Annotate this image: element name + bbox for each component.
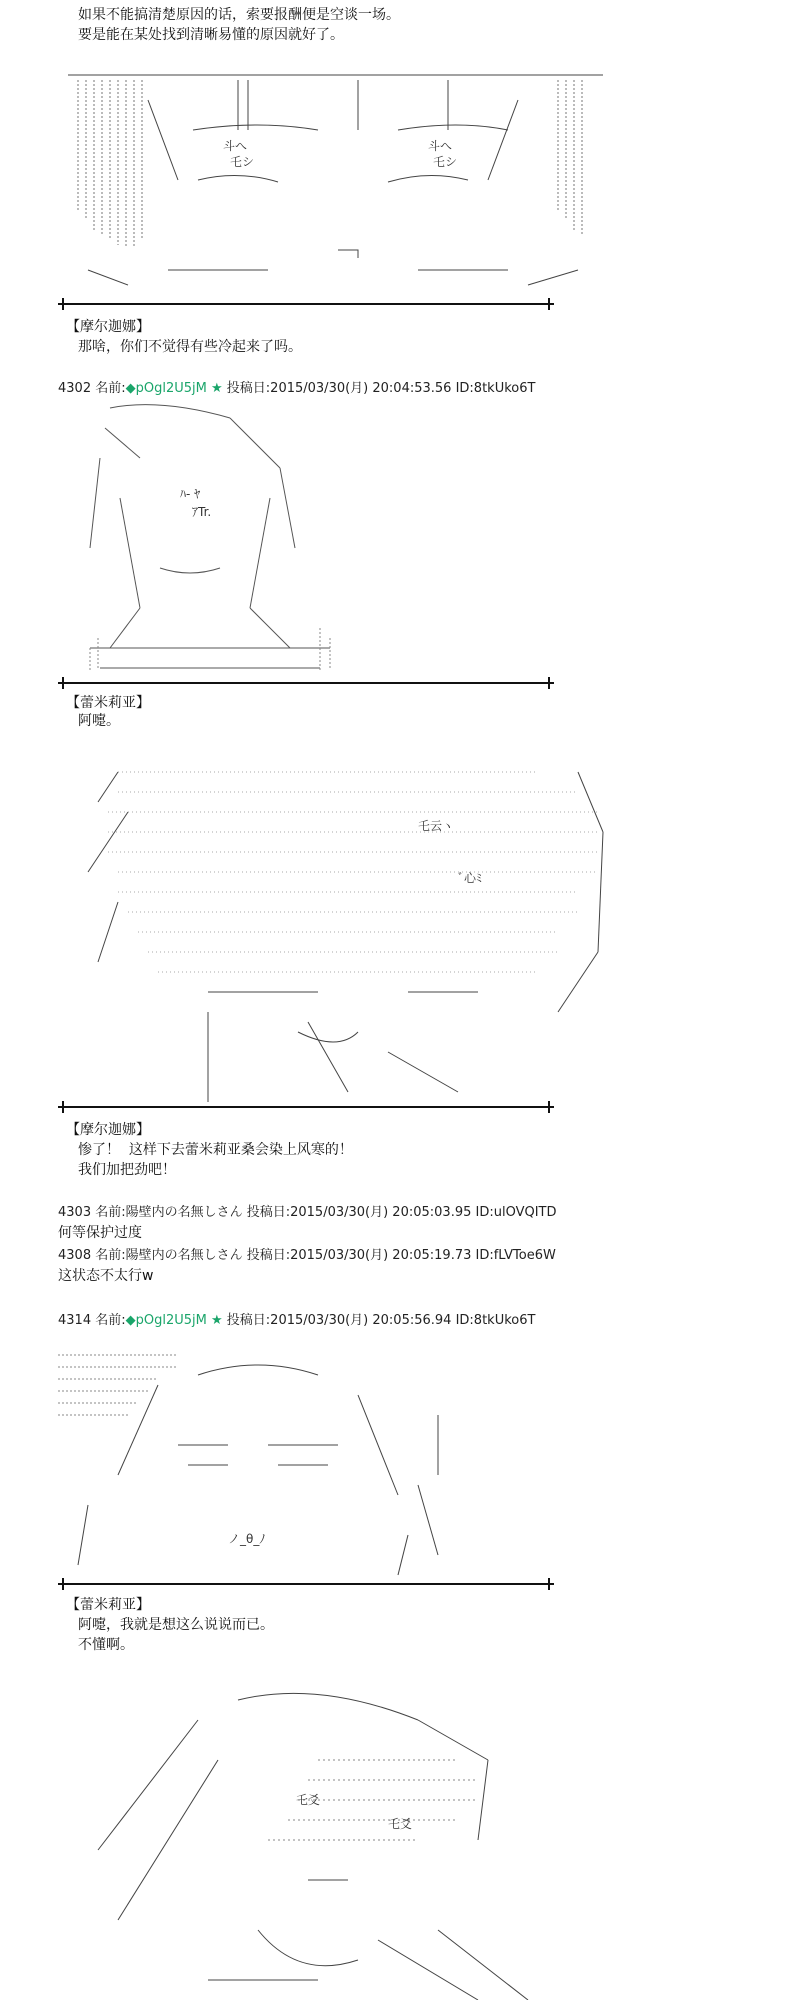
ascii-art-2-figure [80,398,340,678]
ascii-art-3-eye: 乇云ヽ [418,819,455,833]
post-name-label: 名前: [95,381,126,396]
ascii-art-1 [58,70,618,300]
separator-1 [58,303,554,305]
star-icon: ★ [211,381,223,396]
ascii-art-5-eye-2: 乇爻 [388,1817,413,1831]
trip-code: pOgl2U5jM [135,381,207,396]
speaker-label-2: 【蕾米莉亚】 [66,695,150,711]
star-icon: ★ [211,1313,223,1328]
ascii-art-1-left-eye-2: 乇シ [230,155,255,169]
trip-code: pOgl2U5jM [135,1313,207,1328]
reply-header-4303: 4303 名前:陽壁内の名無しさん 投稿日:2015/03/30(月) 20:05:03.95 ID:ulOVQITD [58,1205,557,1220]
ascii-art-1-right-eye: 斗へ [428,139,453,153]
ascii-art-1-figure [58,70,618,300]
post-header-4302 [58,381,535,397]
dialogue-line-3b: 我们加把劲吧！ [78,1162,176,1178]
ascii-art-4-figure [58,1335,458,1580]
speaker-label-4: 【蕾米莉亚】 [66,1597,150,1613]
dialogue-line-2: 阿嚏。 [78,713,120,729]
dialogue-line-4b: 不懂啊。 [78,1637,134,1653]
post-number: 4302 [58,381,92,396]
ascii-art-5 [58,1680,578,2000]
speaker-label-3: 【摩尔迦娜】 [66,1122,150,1138]
intro-line-1: 如果不能搞清楚原因的话，索要报酬便是空谈一场。 [78,7,400,23]
intro-line-2: 要是能在某处找到清晰易懂的原因就好了。 [78,27,344,43]
ascii-art-3 [58,752,618,1102]
separator-4 [58,1583,554,1585]
dialogue-line-1: 那啥，你们不觉得有些冷起来了吗。 [78,339,302,355]
ascii-art-1-right-eye-2: 乇シ [433,155,458,169]
ascii-art-4 [58,1335,458,1580]
trip-diamond: ◆ [125,1313,136,1328]
reply-text-4303: 何等保护过度 [58,1225,142,1241]
dialogue-line-4a: 阿嚏，我就是想这么说说而已。 [78,1617,274,1633]
post-header-4314 [58,1313,535,1329]
speaker-label-1: 【摩尔迦娜】 [66,319,150,335]
ascii-art-4-mouth: ノ_θ_ﾉ [228,1532,266,1546]
separator-2 [58,682,554,684]
ascii-art-3-eye-2: ﾞ心ﾐ [458,871,483,885]
post-date-id: 投稿日:2015/03/30(月) 20:04:53.56 ID:8tkUko6T [226,381,536,396]
post-date-id: 投稿日:2015/03/30(月) 20:05:56.94 ID:8tkUko6T [226,1313,536,1328]
post-number: 4314 [58,1313,92,1328]
ascii-art-1-left-eye: 斗へ [223,139,248,153]
ascii-art-2-mouth: ｱTr. [192,505,212,519]
ascii-art-2 [80,398,340,678]
ascii-art-2-eyes: ﾊ- ﾔ [180,487,201,501]
ascii-art-5-figure [58,1680,578,2000]
trip-diamond: ◆ [125,381,136,396]
ascii-art-5-eye-1: 乇爻 [296,1793,321,1807]
reply-header-4308: 4308 名前:陽壁内の名無しさん 投稿日:2015/03/30(月) 20:05:19.73 ID:fLVToe6W [58,1248,556,1263]
dialogue-line-3a: 惨了！ 这样下去蕾米莉亚桑会染上风寒的！ [78,1142,353,1158]
ascii-art-3-figure [58,752,618,1102]
reply-text-4308: 这状态不太行w [58,1268,154,1284]
post-name-label: 名前: [95,1313,126,1328]
separator-3 [58,1106,554,1108]
